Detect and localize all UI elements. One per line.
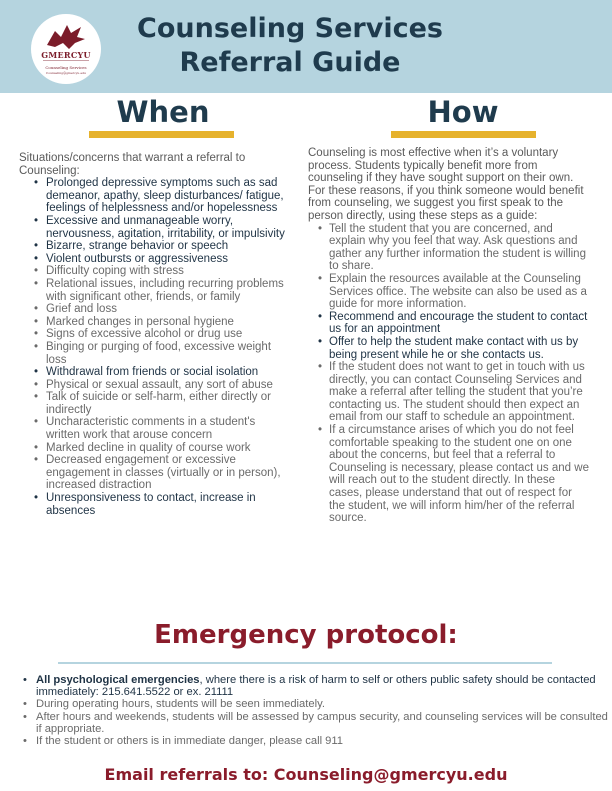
page-title [120,12,460,80]
list-item: • Binging or purging of food, excessive weight loss [34,341,287,366]
how-intro: Counseling is most effective when it’s a voluntary process. Students typically benefit more from counseling if they have sought support on their own. For these reasons, if you think someone would benefit from counseling, we suggest you first speak to the person directly, using these steps as a guide: [308,147,584,222]
title-line2: Referral Guide [179,47,401,78]
list-item: • Explain the resources available at the Counseling Services office. The website can also be used as a guide for more information. [318,273,590,311]
emergency-list [17,674,609,747]
emergency-item-bold: All psychological emergencies [36,674,200,686]
logo-line2: Counseling@gmercyu.edu [46,71,86,75]
how-column [308,147,590,525]
emergency-item: • After hours and weekends, students will be assessed by campus security, and counseling services will be consulted if appropriate. [17,711,609,735]
list-item: • Offer to help the student make contact with us by being present while he or she contacts us. [318,336,590,361]
list-item: • Talk of suicide or self-harm, either directly or indirectly [34,391,287,416]
email-referral-line: Email referrals to: Counseling@gmercyu.edu [104,765,508,784]
logo [31,14,101,84]
list-item: • Prolonged depressive symptoms such as sad demeanor, apathy, sleep disturbances/ fatigue, feelings of helplessness and/or hopelessness [34,177,287,215]
when-intro: Situations/concerns that warrant a referral to Counseling: [19,152,246,177]
logo-name: GMERCYU [41,50,91,60]
emergency-title: Emergency protocol: [154,620,458,650]
logo-line1: Counseling Services [45,65,87,70]
list-item: • If the student does not want to get in touch with us directly, you can contact Counseling Services and make a referral after telling the student that you’re contacting us. The student should then expect an email from our staff to schedule an appointment. [318,361,590,424]
list-item: • Grief and loss [34,303,287,316]
list-item: • Tell the student that you are concerned, and explain why you feel that way. Ask questions and gather any further information the student is willing to share. [318,223,590,273]
when-underline [89,131,234,138]
list-item: • Signs of excessive alcohol or drug use [34,328,287,341]
griffin-logo-icon [41,21,91,51]
when-heading: When [116,95,210,129]
list-item: • Unresponsiveness to contact, increase in absences [34,492,287,517]
list-item: • Physical or sexual assault, any sort of abuse [34,379,287,392]
list-item: • Relational issues, including recurring problems with significant other, friends, or family [34,278,287,303]
list-item: • Bizarre, strange behavior or speech [34,240,287,253]
emergency-item [17,674,609,698]
list-item: • If a circumstance arises of which you do not feel comfortable speaking to the student one on one about the concerns, but feel that a referral to Counseling is necessary, please contact us and we will reach out to the student directly. In these cases, please understand that out of respect for the student, we will inform him/her of the referral source. [318,424,590,525]
list-item: • Marked changes in personal hygiene [34,316,287,329]
list-item: • Recommend and encourage the student to contact us for an appointment [318,311,590,336]
how-underline [391,131,536,138]
emergency-divider [58,662,552,664]
when-list [34,177,287,517]
when-column [19,152,287,517]
logo-divider [43,60,89,61]
emergency-item: • During operating hours, students will be seen immediately. [17,698,609,710]
list-item: • Marked decline in quality of course work [34,442,287,455]
list-item: • Violent outbursts or aggressiveness [34,253,287,266]
emergency-item-rest: , where there is a risk of harm to self or others public safety should be contacted immediately: 215.641.5522 or ex. 21111 [36,674,596,699]
how-list [318,223,590,525]
list-item: • Excessive and unmanageable worry, nervousness, agitation, irritability, or impulsivity [34,215,287,240]
list-item: • Withdrawal from friends or social isolation [34,366,287,379]
how-heading: How [427,95,499,129]
title-line1: Counseling Services [137,13,443,44]
list-item: • Uncharacteristic comments in a student's written work that arouse concern [34,416,287,441]
list-item: • Difficulty coping with stress [34,265,287,278]
emergency-item: • If the student or others is in immediate danger, please call 911 [17,735,609,747]
list-item: • Decreased engagement or excessive engagement in classes (virtually or in person), increased distraction [34,454,287,492]
